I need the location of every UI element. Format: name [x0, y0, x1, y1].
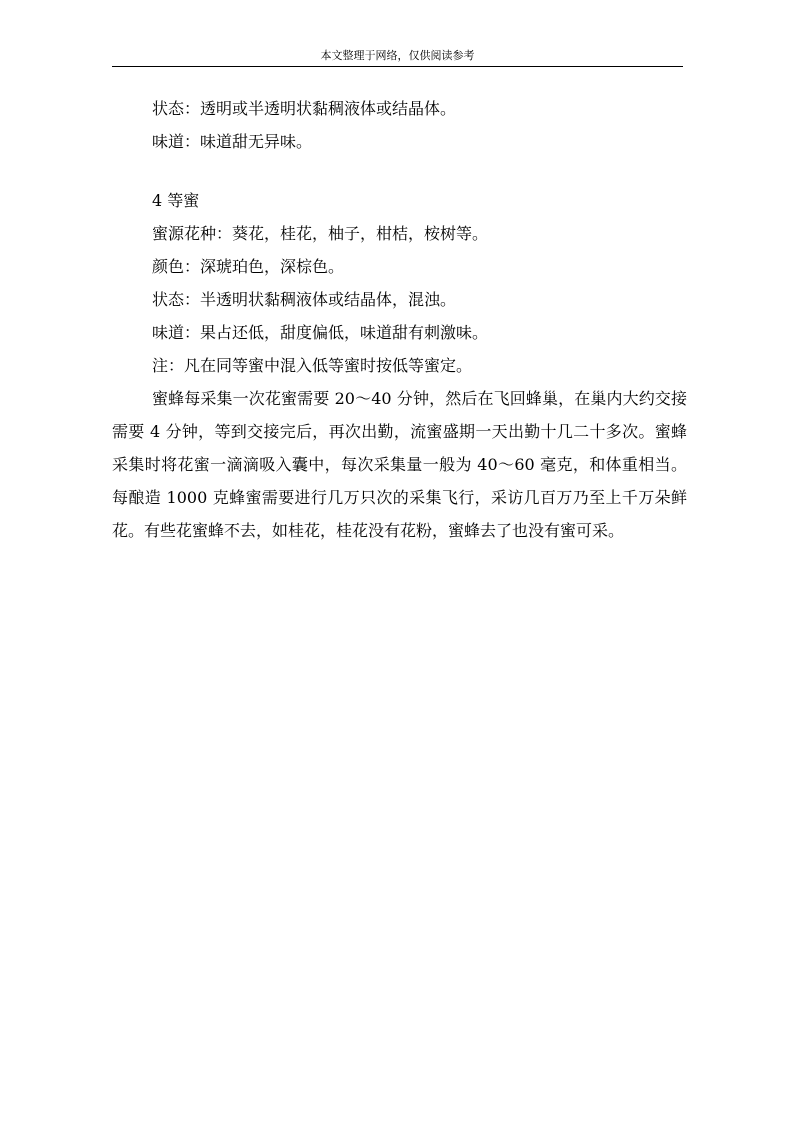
grade4-title: 4 等蜜 — [152, 191, 200, 210]
grade4-color: 颜色：深琥珀色，深棕色。 — [152, 257, 345, 276]
taste-line: 味道：味道甜无异味。 — [152, 132, 313, 151]
header-text: 本文整理于网络，仅供阅读参考 — [320, 49, 475, 62]
grade4-state: 状态：半透明状黏稠液体或结晶体，混浊。 — [152, 290, 457, 309]
grade4-note: 注：凡在同等蜜中混入低等蜜时按低等蜜定。 — [152, 356, 473, 375]
state-line: 状态：透明或半透明状黏稠液体或结晶体。 — [152, 99, 457, 118]
grade4-flower-source: 蜜源花种：葵花，桂花，柚子，柑桔，桉树等。 — [152, 224, 489, 243]
grade4-taste: 味道：果占还低，甜度偏低，味道甜有刺激味。 — [152, 323, 489, 342]
bee-collection-paragraph: 蜜蜂每采集一次花蜜需要 20～40 分钟，然后在飞回蜂巢，在巢内大约交接需要 4 分钟，等到交接完后，再次出勤，流蜜盛期一天出勤十几二十多次。蜜蜂采集时将花蜜一滴滴吸入囊中，每次采集量一般为 40～60 毫克，和体重相当。每酿造 1000 克蜂蜜需要进行几万只次的采集飞行，采访几百万乃至上千万朵鲜花。有些花蜜蜂不去，如桂花，桂花没有花粉，蜜蜂去了也没有蜜可采。 — [112, 389, 687, 540]
blank-line — [112, 158, 687, 184]
document-body — [112, 92, 687, 547]
page-header — [112, 48, 683, 67]
